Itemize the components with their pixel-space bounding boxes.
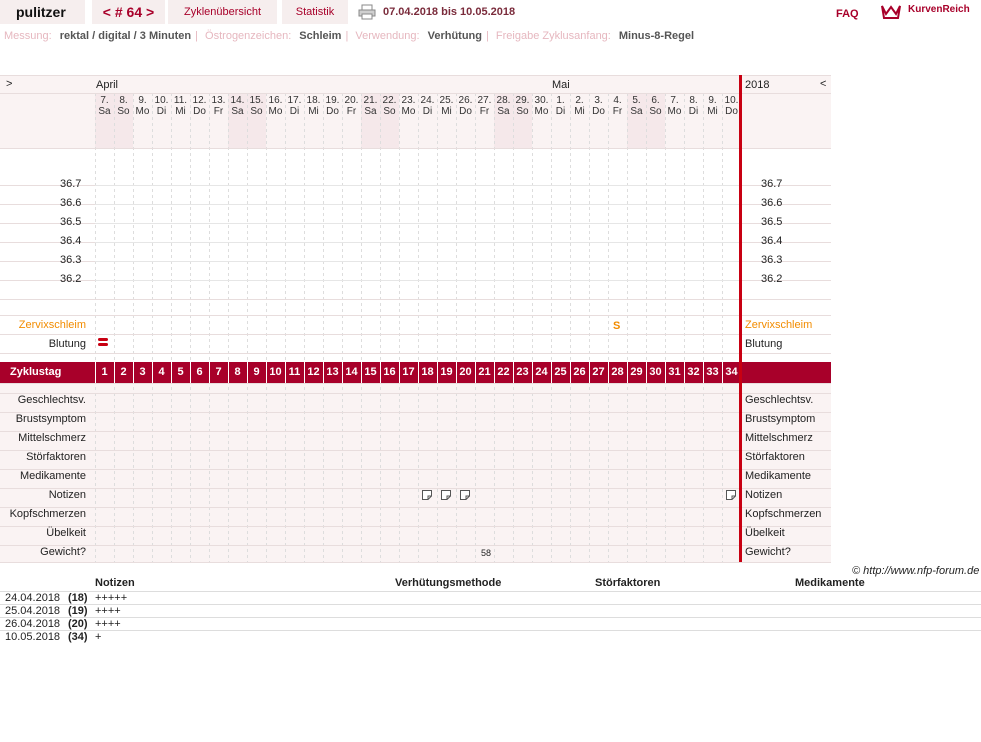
day-date: 9. xyxy=(708,95,717,106)
zervix-label: Zervixschleim xyxy=(18,319,86,331)
day-header[interactable] xyxy=(114,95,133,117)
day-date: 6. xyxy=(651,95,660,106)
cycle-day-number[interactable]: 22 xyxy=(497,366,510,378)
blutung-label: Blutung xyxy=(48,338,86,350)
day-header[interactable] xyxy=(399,95,418,117)
grid-row-line xyxy=(0,75,831,76)
blutung-label-right: Blutung xyxy=(745,338,783,350)
temp-label-left: 36.6 xyxy=(60,197,82,209)
cycle-day-number[interactable]: 1 xyxy=(101,366,108,378)
grid-column-line xyxy=(380,93,381,562)
grid-row-line xyxy=(0,545,831,546)
day-header[interactable] xyxy=(133,95,152,117)
cycle-day-number[interactable]: 11 xyxy=(288,366,301,378)
info-value-estrogen: Schleim xyxy=(299,30,342,42)
day-header[interactable] xyxy=(608,95,627,117)
note-icon[interactable] xyxy=(460,490,470,500)
info-label-measurement: Messung: xyxy=(4,30,52,42)
grid-row-line xyxy=(0,431,831,432)
zyklustag-label: Zyklustag xyxy=(10,366,62,378)
cycle-day-number[interactable]: 9 xyxy=(253,366,260,378)
temp-label-right: 36.4 xyxy=(761,235,783,247)
cycle-day-number[interactable]: 3 xyxy=(139,366,146,378)
month-may-label: Mai xyxy=(552,79,570,91)
info-label-estrogen: Östrogenzeichen: xyxy=(205,30,292,42)
grid-row-line xyxy=(0,334,831,335)
day-date: 18. xyxy=(306,95,321,106)
note-cycle-day: (20) xyxy=(68,618,88,630)
cycle-day-number[interactable]: 26 xyxy=(573,366,586,378)
printer-icon[interactable] xyxy=(358,4,376,20)
day-header[interactable] xyxy=(684,95,703,117)
top-navigation xyxy=(0,0,981,26)
cycle-day-number[interactable]: 13 xyxy=(326,366,339,378)
grid-column-line xyxy=(551,93,552,562)
day-weekday: So xyxy=(383,106,396,117)
symptom-row-label[interactable]: Mittelschmerz xyxy=(18,432,86,444)
grid-column-line xyxy=(475,93,476,562)
day-date: 20. xyxy=(344,95,359,106)
logo-text: KurvenReich xyxy=(908,4,970,15)
day-date: 16. xyxy=(268,95,283,106)
day-weekday: Do xyxy=(326,106,339,117)
day-weekday: Mi xyxy=(441,106,452,117)
temp-label-right: 36.3 xyxy=(761,254,783,266)
day-weekday: Fr xyxy=(213,106,224,117)
day-date: 25. xyxy=(439,95,454,106)
weight-value[interactable]: 58 xyxy=(481,548,492,558)
day-header[interactable] xyxy=(228,95,247,117)
note-icon[interactable] xyxy=(422,490,432,500)
day-weekday: Di xyxy=(555,106,566,117)
temp-label-left: 36.3 xyxy=(60,254,82,266)
temp-gridline xyxy=(95,223,741,224)
grid-column-line xyxy=(95,93,96,562)
day-header[interactable] xyxy=(665,95,684,117)
temp-gridline xyxy=(95,204,741,205)
day-date: 10. xyxy=(154,95,169,106)
note-date: 10.05.2018 xyxy=(5,631,61,643)
kurvenreich-logo[interactable] xyxy=(880,2,980,20)
grid-column-line xyxy=(684,93,685,562)
grid-row-line xyxy=(0,393,831,394)
cycle-day-number[interactable]: 7 xyxy=(215,366,222,378)
col-header-medication: Medikamente xyxy=(795,577,865,589)
cycle-day-number[interactable]: 10 xyxy=(269,366,282,378)
grid-column-line xyxy=(570,93,571,562)
day-header[interactable] xyxy=(456,95,475,117)
grid-column-line xyxy=(513,93,514,562)
grid-row-line xyxy=(0,148,831,149)
note-date: 24.04.2018 xyxy=(5,592,61,604)
day-header[interactable] xyxy=(304,95,323,117)
info-label-usage: Verwendung: xyxy=(355,30,420,42)
cycle-day-number[interactable]: 15 xyxy=(364,366,377,378)
day-date: 15. xyxy=(249,95,264,106)
symptom-row-label-right: Kopfschmerzen xyxy=(745,508,822,520)
day-weekday: Mo xyxy=(401,106,416,117)
cycle-day-number[interactable]: 16 xyxy=(383,366,396,378)
note-cycle-day: (34) xyxy=(68,631,88,643)
temp-gridline xyxy=(95,280,741,281)
grid-row-line xyxy=(0,299,831,300)
grid-column-line xyxy=(703,93,704,562)
cycle-day-number[interactable]: 32 xyxy=(687,366,700,378)
day-weekday: Sa xyxy=(231,106,244,117)
info-value-release: Minus-8-Regel xyxy=(618,30,695,42)
info-value-usage: Verhütung xyxy=(427,30,482,42)
day-date: 28. xyxy=(496,95,511,106)
day-weekday: So xyxy=(250,106,263,117)
symptom-row-label[interactable]: Kopfschmerzen xyxy=(9,508,86,520)
day-date: 7. xyxy=(670,95,679,106)
temp-label-right: 36.7 xyxy=(761,178,783,190)
day-date: 14. xyxy=(230,95,245,106)
cycle-day-number[interactable]: 33 xyxy=(706,366,719,378)
notes-table-row xyxy=(0,630,981,644)
grid-column-line xyxy=(665,93,666,562)
day-weekday: Di xyxy=(688,106,699,117)
note-text: +++++ xyxy=(95,592,128,604)
cycle-chart xyxy=(0,75,831,562)
day-date: 29. xyxy=(515,95,530,106)
temp-label-right: 36.2 xyxy=(761,273,783,285)
crown-icon xyxy=(880,2,902,20)
cycle-day-number[interactable]: 19 xyxy=(440,366,453,378)
day-weekday: Mo xyxy=(135,106,150,117)
day-header[interactable] xyxy=(190,95,209,117)
bleeding-icon[interactable] xyxy=(97,337,109,347)
cycle-day-bar xyxy=(0,362,831,383)
grid-column-line xyxy=(437,93,438,562)
day-weekday: Mi xyxy=(175,106,186,117)
day-weekday: Do xyxy=(725,106,738,117)
grid-column-line xyxy=(171,93,172,562)
cycle-day-number[interactable]: 30 xyxy=(649,366,662,378)
day-date: 7. xyxy=(100,95,109,106)
day-weekday: Sa xyxy=(364,106,377,117)
day-date: 13. xyxy=(211,95,226,106)
symptom-row-label[interactable]: Medikamente xyxy=(19,470,86,482)
info-value-measurement: rektal / digital / 3 Minuten xyxy=(59,30,192,42)
day-weekday: Sa xyxy=(630,106,643,117)
statistics-button[interactable]: Statistik xyxy=(282,0,348,24)
day-header[interactable] xyxy=(437,95,456,117)
day-weekday: Di xyxy=(422,106,433,117)
col-header-notes: Notizen xyxy=(95,577,135,589)
grid-row-line xyxy=(0,450,831,451)
grid-column-line xyxy=(266,93,267,562)
cycle-day-number[interactable]: 27 xyxy=(592,366,605,378)
day-date: 27. xyxy=(477,95,492,106)
cycle-day-number[interactable]: 24 xyxy=(535,366,548,378)
grid-row-line xyxy=(0,526,831,527)
day-header[interactable] xyxy=(418,95,437,117)
grid-row-line xyxy=(0,353,831,354)
grid-column-line xyxy=(247,93,248,562)
day-header[interactable] xyxy=(95,95,114,117)
temp-label-left: 36.4 xyxy=(60,235,82,247)
day-weekday: Fr xyxy=(479,106,490,117)
day-header[interactable] xyxy=(171,95,190,117)
temp-label-right: 36.5 xyxy=(761,216,783,228)
day-weekday: Sa xyxy=(98,106,111,117)
day-header[interactable] xyxy=(532,95,551,117)
cycle-day-number[interactable]: 25 xyxy=(554,366,567,378)
day-weekday: Di xyxy=(156,106,167,117)
day-weekday: So xyxy=(516,106,529,117)
symptom-row-label[interactable]: Geschlechtsv. xyxy=(17,394,86,406)
note-text: + xyxy=(95,631,102,643)
temp-label-left: 36.5 xyxy=(60,216,82,228)
symptom-row-label-right: Mittelschmerz xyxy=(745,432,813,444)
day-date: 2. xyxy=(575,95,584,106)
day-header[interactable] xyxy=(513,95,532,117)
day-header[interactable] xyxy=(266,95,285,117)
day-date: 3. xyxy=(594,95,603,106)
grid-column-line xyxy=(114,93,115,562)
grid-column-line xyxy=(532,93,533,562)
faq-link[interactable]: FAQ xyxy=(836,8,859,20)
note-text: ++++ xyxy=(95,618,121,630)
grid-column-line xyxy=(190,93,191,562)
day-weekday: So xyxy=(649,106,662,117)
grid-column-line xyxy=(152,93,153,562)
day-date: 19. xyxy=(325,95,340,106)
symptom-row-label[interactable]: Störfaktoren xyxy=(26,451,86,463)
cycle-settings-info: Messung: rektal / digital / 3 Minuten | Östrogenzeichen: Schleim | Verwendung: Verhütung | Freigabe Zyklusanfang: Minus-8-Regel xyxy=(4,30,695,42)
note-text: ++++ xyxy=(95,605,121,617)
scroll-left-arrow[interactable]: > xyxy=(6,78,13,90)
symptom-row-label[interactable]: Brustsymptom xyxy=(15,413,86,425)
day-header[interactable] xyxy=(646,95,665,117)
day-header[interactable] xyxy=(152,95,171,117)
grid-column-line xyxy=(494,93,495,562)
cycle-switcher-button[interactable]: < # 64 > xyxy=(92,0,165,24)
grid-column-line xyxy=(304,93,305,562)
temp-gridline xyxy=(95,242,741,243)
grid-column-line xyxy=(209,93,210,562)
grid-row-line xyxy=(0,562,831,563)
day-date: 26. xyxy=(458,95,473,106)
notes-table-row xyxy=(0,617,981,631)
day-header[interactable] xyxy=(551,95,570,117)
notes-table-row xyxy=(0,591,981,605)
day-header[interactable] xyxy=(285,95,304,117)
info-label-release: Freigabe Zyklusanfang: xyxy=(495,30,611,42)
day-header[interactable] xyxy=(323,95,342,117)
temp-label-left: 36.7 xyxy=(60,178,82,190)
temp-label-left: 36.2 xyxy=(60,273,82,285)
col-header-method: Verhütungsmethode xyxy=(395,577,502,589)
month-april-label: April xyxy=(96,79,119,91)
cycle-day-number[interactable]: 18 xyxy=(421,366,434,378)
year-label: 2018 xyxy=(745,79,770,91)
grid-row-line xyxy=(0,383,831,384)
cycle-day-number[interactable]: 2 xyxy=(120,366,127,378)
day-date: 30. xyxy=(534,95,549,106)
day-header[interactable] xyxy=(247,95,266,117)
day-date: 5. xyxy=(632,95,641,106)
day-date: 12. xyxy=(192,95,207,106)
cycle-day-number[interactable]: 12 xyxy=(307,366,320,378)
grid-column-line xyxy=(133,93,134,562)
day-date: 22. xyxy=(382,95,397,106)
grid-row-line xyxy=(0,412,831,413)
note-icon[interactable] xyxy=(441,490,451,500)
cycle-day-number[interactable]: 17 xyxy=(402,366,415,378)
cycle-overview-button[interactable]: Zyklenübersicht xyxy=(168,0,277,24)
cycle-day-number[interactable]: 6 xyxy=(196,366,203,378)
day-weekday: Di xyxy=(289,106,300,117)
day-date: 8. xyxy=(119,95,128,106)
cycle-day-number[interactable]: 20 xyxy=(459,366,472,378)
current-day-line xyxy=(739,75,742,562)
day-weekday: So xyxy=(117,106,130,117)
grid-column-line xyxy=(228,93,229,562)
day-date: 11. xyxy=(173,95,188,106)
day-date: 9. xyxy=(138,95,147,106)
day-weekday: Mi xyxy=(707,106,718,117)
grid-column-line xyxy=(285,93,286,562)
cycle-day-number[interactable]: 21 xyxy=(478,366,491,378)
scroll-right-arrow[interactable]: < xyxy=(820,78,827,90)
temp-gridline xyxy=(95,185,741,186)
cycle-day-number[interactable]: 28 xyxy=(611,366,624,378)
grid-row-line xyxy=(0,93,831,94)
cycle-day-number[interactable]: 4 xyxy=(158,366,165,378)
symptom-row-label-right: Gewicht? xyxy=(745,546,791,558)
symptom-row-label-right: Störfaktoren xyxy=(745,451,805,463)
day-date: 17. xyxy=(287,95,302,106)
grid-column-line xyxy=(627,93,628,562)
col-header-disturb: Störfaktoren xyxy=(595,577,661,589)
symptom-row-label[interactable]: Übelkeit xyxy=(46,527,86,539)
cycle-day-number[interactable]: 34 xyxy=(725,366,738,378)
zervix-mark[interactable]: S xyxy=(613,320,621,332)
temp-gridline xyxy=(95,261,741,262)
note-icon[interactable] xyxy=(726,490,736,500)
symptom-row-label-right: Medikamente xyxy=(745,470,812,482)
day-header[interactable] xyxy=(589,95,608,117)
grid-column-line xyxy=(399,93,400,562)
grid-row-line xyxy=(0,469,831,470)
cycle-date-range: 07.04.2018 bis 10.05.2018 xyxy=(383,6,516,18)
cycle-day-number[interactable]: 29 xyxy=(630,366,643,378)
symptom-row-label-right: Übelkeit xyxy=(745,527,785,539)
grid-column-line xyxy=(418,93,419,562)
cycle-day-number[interactable]: 23 xyxy=(516,366,529,378)
day-weekday: Fr xyxy=(612,106,623,117)
day-date: 10. xyxy=(724,95,739,106)
day-header[interactable] xyxy=(361,95,380,117)
rows-area xyxy=(0,383,831,562)
grid-column-line xyxy=(589,93,590,562)
day-weekday: Mo xyxy=(268,106,283,117)
cycle-day-number[interactable]: 8 xyxy=(234,366,241,378)
note-date: 26.04.2018 xyxy=(5,618,61,630)
day-weekday: Mi xyxy=(574,106,585,117)
day-weekday: Mi xyxy=(308,106,319,117)
note-date: 25.04.2018 xyxy=(5,605,61,617)
zervix-label-right: Zervixschleim xyxy=(745,319,813,331)
day-date: 23. xyxy=(401,95,416,106)
day-header[interactable] xyxy=(703,95,722,117)
day-header[interactable] xyxy=(570,95,589,117)
grid-column-line xyxy=(608,93,609,562)
cycle-day-number[interactable]: 5 xyxy=(177,366,184,378)
note-cycle-day: (19) xyxy=(68,605,88,617)
symptom-row-label-right: Notizen xyxy=(745,489,783,501)
grid-column-line xyxy=(456,93,457,562)
day-weekday: Do xyxy=(459,106,472,117)
grid-row-line xyxy=(0,507,831,508)
grid-row-line xyxy=(0,488,831,489)
day-date: 8. xyxy=(689,95,698,106)
day-header[interactable] xyxy=(627,95,646,117)
username: pulitzer xyxy=(0,0,85,24)
grid-column-line xyxy=(361,93,362,562)
cycle-day-number[interactable]: 14 xyxy=(345,366,358,378)
day-weekday: Mo xyxy=(534,106,549,117)
day-date: 4. xyxy=(613,95,622,106)
grid-row-line xyxy=(0,315,831,316)
copyright: © http://www.nfp-forum.de xyxy=(852,565,980,577)
grid-column-line xyxy=(323,93,324,562)
day-weekday: Sa xyxy=(497,106,510,117)
grid-column-line xyxy=(342,93,343,562)
day-header[interactable] xyxy=(494,95,513,117)
day-date: 24. xyxy=(420,95,435,106)
cycle-day-number[interactable]: 31 xyxy=(668,366,681,378)
grid-column-line xyxy=(722,93,723,562)
day-weekday: Do xyxy=(592,106,605,117)
notes-table-row xyxy=(0,604,981,618)
symptom-row-label[interactable]: Gewicht? xyxy=(40,546,86,558)
day-weekday: Mo xyxy=(667,106,682,117)
temp-label-right: 36.6 xyxy=(761,197,783,209)
symptom-row-label-right: Brustsymptom xyxy=(745,413,816,425)
day-date: 1. xyxy=(556,95,565,106)
day-weekday: Fr xyxy=(346,106,357,117)
grid-column-line xyxy=(646,93,647,562)
day-header[interactable] xyxy=(380,95,399,117)
day-header[interactable] xyxy=(209,95,228,117)
day-header[interactable] xyxy=(475,95,494,117)
note-cycle-day: (18) xyxy=(68,592,88,604)
symptom-row-label-right: Geschlechtsv. xyxy=(745,394,814,406)
day-date: 21. xyxy=(363,95,378,106)
symptom-row-label[interactable]: Notizen xyxy=(48,489,86,501)
day-header[interactable] xyxy=(342,95,361,117)
day-weekday: Do xyxy=(193,106,206,117)
